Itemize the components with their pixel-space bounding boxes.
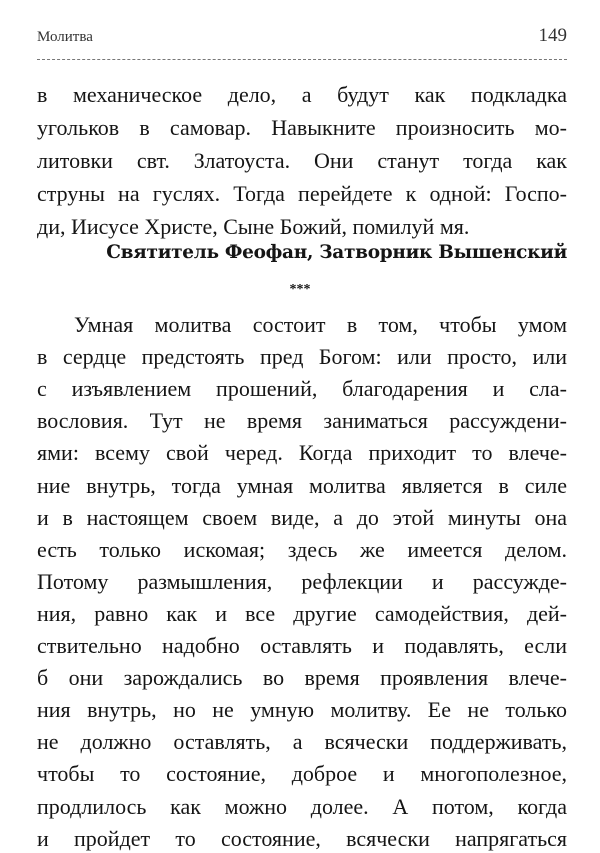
text-line: ние внутрь, тогда умная молитва является в силе (37, 472, 567, 498)
running-title: Молитва (37, 29, 93, 45)
text-line: б они зарождались во время проявления влече- (37, 665, 567, 691)
header-divider (37, 59, 567, 60)
text-line: в сердце предстоять пред Богом: или просто, или (37, 344, 567, 370)
text-line: ния, равно как и все другие самодействия, дей- (37, 600, 567, 626)
text-line: в механическое дело, а будут как подкладка (37, 82, 567, 107)
text-line: и пройдет то состояние, всячески напрягаться (37, 825, 567, 851)
text-line: ния внутрь, но не умную молитву. Ее не только (37, 697, 567, 723)
text-line: ди, Иисусе Христе, Сыне Божий, помилуй мя. (37, 214, 470, 239)
attribution: Святитель Феофан, Затворник Вышенский (106, 242, 567, 263)
text-line: угольков в самовар. Навыкните произносить мо- (37, 115, 567, 140)
page-number: 149 (538, 25, 567, 46)
text-line: есть только искомая; здесь же имеется делом. (37, 536, 567, 562)
section-separator: *** (289, 282, 311, 297)
text-line: с изъявлением прошений, благодарения и сла- (37, 376, 567, 402)
text-line: Умная молитва состоит в том, чтобы умом (74, 312, 567, 337)
text-line: продлилось как можно долее. А потом, когда (37, 793, 567, 819)
text-line: ствительно надобно оставлять и подавлять, если (37, 633, 567, 658)
text-line: не должно оставлять, а всячески поддерживать, (37, 729, 567, 755)
text-line: ями: всему свой черед. Когда приходит то влече- (37, 440, 567, 466)
text-line: Потому размышления, рефлекции и рассужде- (37, 568, 567, 594)
text-line: литовки свт. Златоуста. Они станут тогда как (37, 148, 567, 173)
text-line: струны на гуслях. Тогда перейдете к одной: Госпо- (37, 181, 567, 206)
text-line: чтобы то состояние, доброе и многополезное, (37, 761, 567, 787)
text-line: и в настоящем своем виде, а до этой минуты она (37, 504, 567, 530)
text-line: вословия. Тут не время заниматься рассуждени- (37, 408, 567, 434)
running-header (37, 25, 567, 53)
